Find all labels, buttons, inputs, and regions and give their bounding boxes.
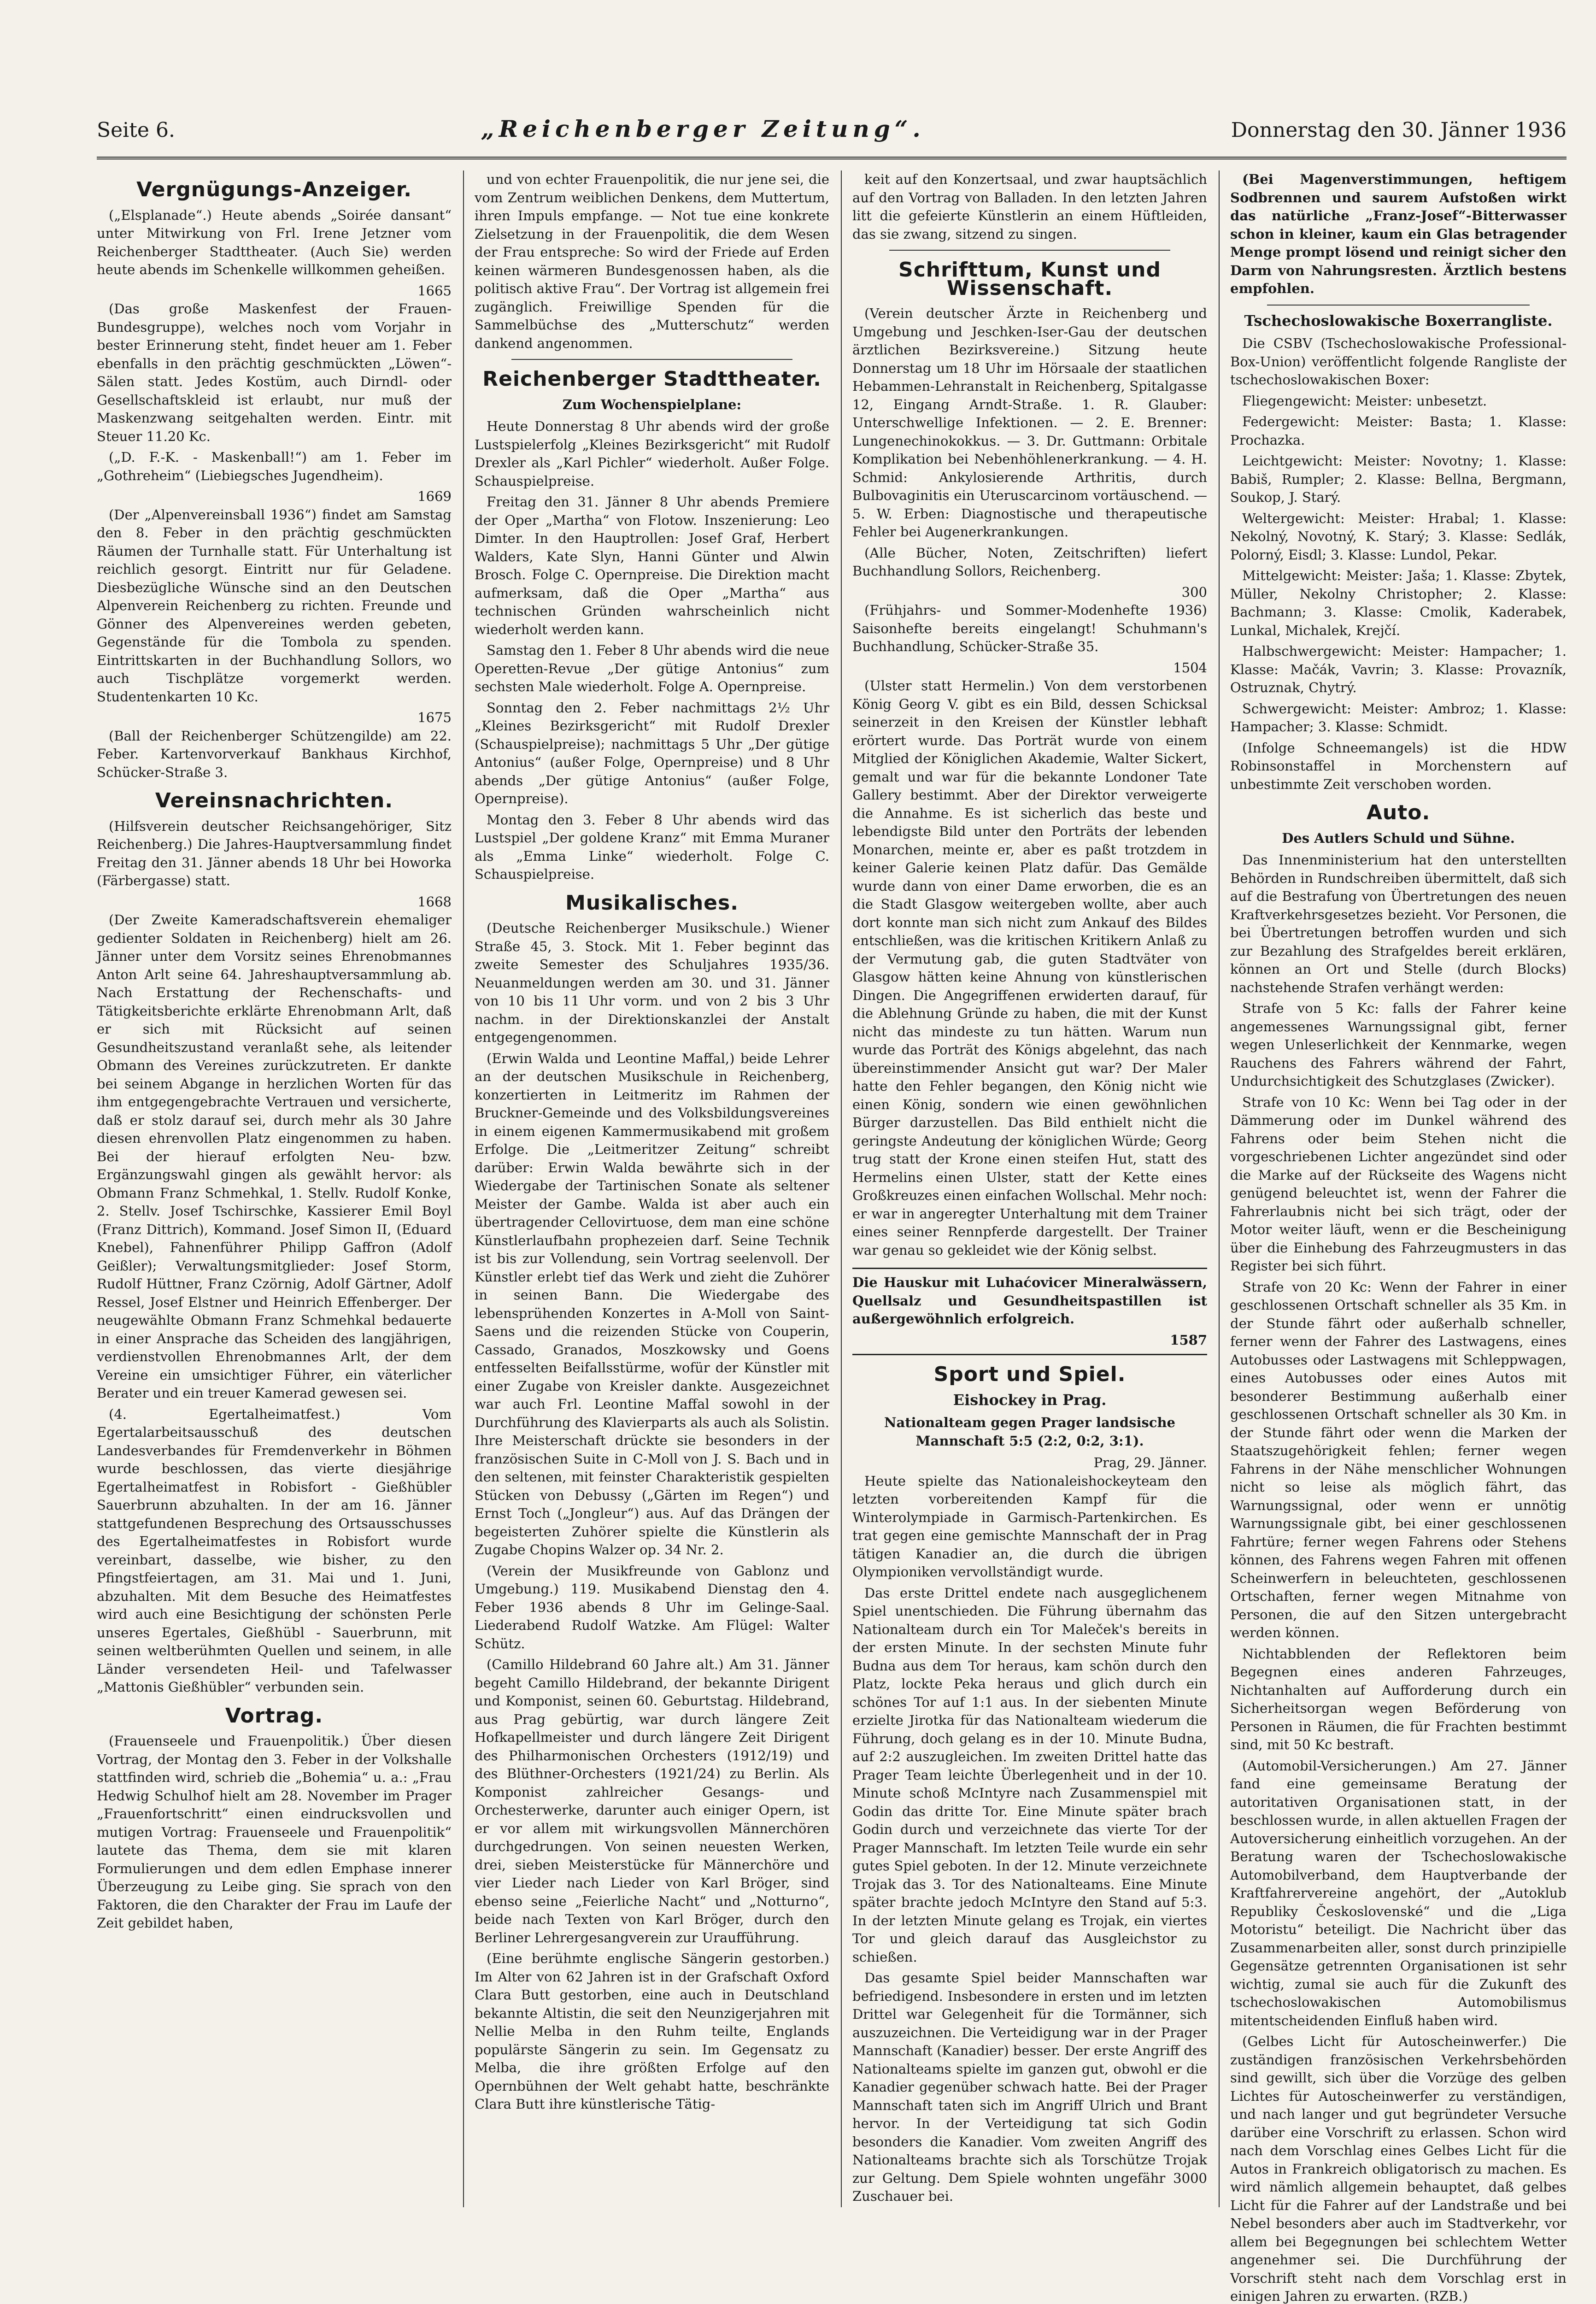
article-paragraph: (Hilfsverein deutscher Reichsangehöriger, Sitz Reichenberg.) Die Jahres-Hauptversammlung findet Freitag den 31. Jänner abends 18 Uhr bei Howorka (Färbergasse) statt. <box>97 818 452 888</box>
section-heading-vortrag: Vortrag. <box>225 1704 323 1728</box>
section-heading-auto: Auto. <box>1366 801 1431 824</box>
column-4 <box>1230 170 1567 2304</box>
article-paragraph: („Elsplanade“.) Heute abends „Soirée dansant“ unter Mitwirkung von Frl. Irene Jetzner vom Reichenberger Stadttheater. (Auch Sie) werden heute abends im Schenkelle willkommen geheißen. <box>97 207 452 277</box>
column-rule <box>463 170 464 2207</box>
article-paragraph: (Automobil-Versicherungen.) Am 27. Jänner fand eine gemeinsame Beratung der autoritativen Organisationen statt, in der beschlossen wurde, in allen aktuellen Fragen der Autoversicherung einheitlich vorzugehen. An der Beratung waren der Tschechoslowakische Automobilverband, dem Hauptverbande der Kraftfahrervereine angehört, der „Autoklub Republiky Československé“ und die „Liga Motoristu“ beteiligt. Die Nachricht über das Zusammenarbeiten aller, sonst durch prinzipielle Gegensätze getrennten Organisationen ist sehr wichtig, zumal sie auch für die Zukunft des tschechoslowakischen Automobilismus mitentscheidenden Einfluß haben wird. <box>1230 1757 1567 2028</box>
section-heading-theater: Reichenberger Stadttheater. <box>482 367 821 391</box>
article-paragraph: (Camillo Hildebrand 60 Jahre alt.) Am 31. Jänner begeht Camillo Hildebrand, der bekannte Dirigent und Komponist, seinen 60. Geburtstag. Hildebrand, aus Prag gebürtig, war durch längere Zeit Hofkapellmeister und durch längere Zeit Dirigent des Philharmonischen Orchesters (1912/19) und des Blüthner-Orchesters (1921/24) zu Berlin. Als Komponist zahlreicher Gesangs- und Orchesterwerke, darunter auch einiger Opern, ist er vor allem mit wirkungsvollen Männerchören durchgedrungen. Von seinen neuesten Werken, drei, sieben Meisterstücke für Männerchöre und vier Lieder nach Lieder von Karl Bröger, sind ebenso seine „Feierliche Nacht“ und „Notturno“, beide nach Texten von Karl Bröger, durch den Berliner Lehrergesangverein zur Uraufführung. <box>475 1657 829 1945</box>
ranking-line: Halbschwergewicht: Meister: Hampacher; 1. Klasse: Mačák, Vavrin; 3. Klasse: Provazník, Ostruznak, Chytrý. <box>1230 643 1567 695</box>
article-paragraph: Nichtabblenden der Reflektoren beim Begegnen eines anderen Fahrzeuges, Nichtanhalten auf Aufforderung durch ein Sicherheitsorgan wegen Beförderung von Personen in Räumen, die für Frachten bestimmt sind, mit 50 Kc bestraft. <box>1230 1646 1567 1752</box>
ad-number: 1669 <box>417 488 452 504</box>
ranking-line: Mittelgewicht: Meister: Jaša; 1. Klasse: Zbytek, Müller, Nekolny Christopher; 2. Klasse: Bachmann; 3. Klasse: Cmolik, Kaderabek, Lunkal, Michalek, Krejčí. <box>1230 568 1567 638</box>
page-header <box>97 115 1567 159</box>
ad-number: 300 <box>1181 584 1207 600</box>
ad-number: 1668 <box>417 893 452 910</box>
article-subtitle: Nationalteam gegen Prager landsische Mannschaft 5:5 (2:2, 0:2, 3:1). <box>884 1415 1175 1449</box>
section-heading-sport: Sport und Spiel. <box>933 1363 1126 1386</box>
article-paragraph: (Verein deutscher Ärzte in Reichenberg und Umgebung und Jeschken-Iser-Gau der deutschen ärztlichen Bezirksvereine.) Sitzung heute Donnerstag um 18 Uhr im Hörsaale der staatlichen Hebammen-Lehranstalt in Reichenberg, Spitalgasse 12, Eingang Arndt-Straße. 1. R. Glauber: Unterschwellige Infektionen. — 2. E. Brenner: Lungenechinokokkus. — 3. Dr. Guttmann: Orbitale Komplikation bei Nebenhöhlenerkrankung. — 4. H. Schmid: Ankylosierende Arthritis, durch Bulbovaginitis ein Uteruscarcinom vortäuschend. — 5. W. Erben: Diagnostische und therapeutische Fehler bei Augenerkrankungen. <box>852 306 1207 540</box>
column-2 <box>475 170 829 2207</box>
page-number: Seite 6. <box>97 118 175 142</box>
article-paragraph: keit auf den Konzertsaal, und zwar hauptsächlich auf den Vortrag von Balladen. In den letzten Jahren litt die gefeierte Künstlerin an einem Hüftleiden, das sie zwang, sitzend zu singen. <box>852 171 1207 242</box>
article-paragraph: („D. F.-K. - Maskenball!“) am 1. Feber im „Gothreheim“ (Liebiegsches Jugendheim). <box>97 449 452 483</box>
article-paragraph: (Das große Maskenfest der Frauen-Bundesgruppe), welches noch vom Vorjahr in bester Erinnerung steht, findet heuer am 1. Feber ebenfalls in den prächtig geschmückten „Löwen“-Sälen statt. Jedes Kostüm, auch Dirndl- oder Gesellschaftskleid ist erlaubt, nur muß der Maskenzwang seitgehalten werden. Eintr. mit Steuer 11.20 Kc. <box>97 301 452 444</box>
separator <box>1267 305 1530 306</box>
ranking-line: Schwergewicht: Meister: Ambroz; 1. Klasse: Hampacher; 3. Klasse: Schmidt. <box>1230 700 1567 735</box>
article-paragraph: Samstag den 1. Feber 8 Uhr abends wird die neue Operetten-Revue „Der gütige Antonius“ zum sechsten Male wiederholt. Folge A. Opernpreise. <box>475 642 829 694</box>
article-paragraph: und von echter Frauenpolitik, die nur jene sei, die vom Zentrum weiblichen Denkens, dem Muttertum, ihren Impuls empfange. — Not tue eine konkrete Zielsetzung in der Frauenpolitik, die dem Wesen der Frau entspreche: So wird der Friede auf Erden keinen wärmeren Bundesgenossen haben, als die politisch aktive Frau“. Der Vortrag ist allgemein frei zugänglich. Freiwillige Spenden für die Sammelbüchse des „Mutterschutz“ werden dankend angenommen. <box>475 171 829 351</box>
article-paragraph: (Erwin Walda und Leontine Maffal,) beide Lehrer an der deutschen Musikschule in Reichenberg, konzertierten in Leitmeritz im Rahmen der Bruckner-Gemeinde und des Volksbildungsvereines in einem eigenen Kammermusikabend mit großem Erfolge. Die „Leitmeritzer Zeitung“ schreibt darüber: Erwin Walda bewährte sich in der Wiedergabe der Tartinischen Sonate als seltener Meister der Gambe. Walda ist aber auch ein übertragender Cellovirtuose, dem man eine schöne Künstlerlaufbahn prophezeien darf. Seine Technik ist bis zur Vollendung, sein Vortrag seelenvoll. Der Künstler erlebt tief das Werk und zieht die Zuhörer in seinen Bann. Die Wiedergabe des lebensprühenden Konzertes in A-Moll von Saint-Saens und die reizenden Stücke von Couperin, Cassado, Granados, Moszkowsky und Goens entfesselten Beifallsstürme, wofür der Künstler mit einer Zugabe von Kreisler dankte. Ausgezeichnet war auch Frl. Leontine Maffal sowohl in der Durchführung des Klavierparts als auch als Solistin. Ihre Meisterschaft drückte sie besonders in der französischen Suite in C-Moll von J. S. Bach und in den seltenen, mit feinster Charakteristik gespielten Stücken von Debussy („Gärten im Regen“) und Ernst Toch („Jongleur“) aus. Auf das Drängen der begeisterten Zuhörer spielte die Künstlerin als Zugabe Chopins Walzer op. 34 Nr. 2. <box>475 1050 829 1558</box>
article-paragraph: Sonntag den 2. Feber nachmittags 2½ Uhr „Kleines Bezirksgericht“ mit Rudolf Drexler (Schauspielpreise); nachmittags 5 Uhr „Der gütige Antonius“ (außer Folge, Opernpreise) und 8 Uhr abends „Der gütige Antonius“ (außer Folge, Opernpreise). <box>475 699 829 806</box>
article-paragraph: Das Innenministerium hat den unterstellten Behörden in Rundschreiben übermittelt, daß sich auf die Bestrafung von Übertretungen des neuen Kraftverkehrsgesetzes bezieht. Vor Personen, die bei Übertretungen betroffen wurden und sich zur Bezahlung des Strafgeldes bereit erklären, können an Ort und Stelle (durch Blocks) nachstehende Strafen verhängt werden: <box>1230 852 1567 995</box>
advert-box <box>852 1268 1207 1355</box>
article-paragraph: Strafe von 10 Kc: Wenn bei Tag oder in der Dämmerung oder im Dunkel während des Fahrens oder beim Stehen nicht die vorgeschriebenen Lichter angezündet sind oder die Marke auf der Rückseite des Wagens nicht genügend beleuchtet ist, wenn der Fahrer die Fahrerlaubnis nicht bei sich trägt, oder der Motor weiter läuft, wenn er die Bescheinigung über die Einhebung des Fahrzeugmusters in das Register bei sich führt. <box>1230 1094 1567 1274</box>
article-paragraph: Strafe von 5 Kc: falls der Fahrer keine angemessenes Warnungssignal gibt, ferner wegen Unleserlichkeit der Kennmarke, wegen Rauchens des Fahrers während der Fahrt, Undurchsichtigkeit des Schutzglases (Zwicker). <box>1230 1000 1567 1089</box>
ranking-line: Federgewicht: Meister: Basta; 1. Klasse: Prochazka. <box>1230 414 1567 448</box>
article-paragraph: (Ball der Reichenberger Schützengilde) am 22. Feber. Kartenvorverkauf Bankhaus Kirchhof, Schücker-Straße 3. <box>97 728 452 780</box>
dateline: Prag, 29. Jänner. <box>1093 1455 1207 1470</box>
article-paragraph: (Bei Magenverstimmungen, heftigem Sodbrennen und saurem Aufstoßen wirkt das natürliche „Franz-Josef“-Bitterwasser schon in kleiner, kaum ein Glas betragender Menge prompt lösend und reinigt sicher den Darm von Nahrungsresten. Ärztlich bestens empfohlen. <box>1230 171 1567 296</box>
article-paragraph: (Gelbes Licht für Autoscheinwerfer.) Die zuständigen französischen Verkehrsbehörden sind gewillt, sich über die Vorzüge des gelben Lichtes für Autoscheinwerfer zu verständigen, und nach langer und gut begründeter Versuche darüber eine Vorschrift zu erlassen. Schon wird nach dem Vorschlag eines Gelbes Licht für die Autos in Frankreich obligatorisch zu machen. Es wird nämlich allgemein behauptet, daß gelbes Licht für die Fahrer auf der Landstraße und bei Nebel besonders aber auch im Stadtverkehr, vor allem bei Begegnungen bei schlechtem Wetter angenehmer sei. Die Durchführung der Vorschrift steht nach dem Vorschlag erst in einigen Jahren zu erwarten. (RZB.) <box>1230 2034 1567 2304</box>
separator <box>889 250 1170 251</box>
column-1 <box>97 170 452 2207</box>
newspaper-page <box>97 115 1567 2304</box>
article-paragraph: (Der „Alpenvereinsball 1936“) findet am Samstag den 8. Feber in den prächtig geschmückten Räumen der Turnhalle statt. Für Unterhaltung ist reichlich gesorgt. Eintritt nur für Geladene. Diesbezügliche Wünsche sind an den Deutschen Alpenverein Reichenberg zu richten. Freunde und Gönner des Alpenvereines werden gebeten, Gegenstände für die Tombola zu spenden. Eintrittskarten in der Buchhandlung Sollors, wo auch Tischplätze vorgemerkt werden. Studentenkarten 10 Kc. <box>97 506 452 705</box>
article-paragraph: Freitag den 31. Jänner 8 Uhr abends Premiere der Oper „Martha“ von Flotow. Inszenierung: Leo Dimter. In den Hauptrollen: Josef Graf, Herbert Walders, Kate Slyn, Hanni Günter und Alwin Brosch. Folge C. Opernpreise. Die Direktion macht aufmerksam, daß die Oper „Martha“ aus technischen Gründen wahrscheinlich nicht wiederholt werden kann. <box>475 494 829 637</box>
article-paragraph: Montag den 3. Feber 8 Uhr abends wird das Lustspiel „Der goldene Kranz“ mit Emma Muraner als „Emma Linke“ wiederholt. Folge C. Schauspielpreise. <box>475 811 829 882</box>
section-heading-musik: Musikalisches. <box>565 891 739 915</box>
section-heading-vergnuegen: Vergnügungs-Anzeiger. <box>136 178 412 201</box>
article-paragraph: (Verein der Musikfreunde von Gablonz und Umgebung.) 119. Musikabend Dienstag den 4. Feber 1936 abends 8 Uhr im Gelinge-Saal. Liederabend Rudolf Watzke. Am Flügel: Walter Schütz. <box>475 1563 829 1652</box>
ranking-line: Fliegengewicht: Meister: unbesetzt. <box>1242 393 1487 409</box>
masthead-title: „Reichenberger Zeitung“. <box>481 115 925 142</box>
article-paragraph: (Deutsche Reichenberger Musikschule.) Wiener Straße 45, 3. Stock. Mit 1. Feber beginnt das zweite Semester des Schuljahres 1935/36. Neuanmeldungen werden am 30. und 31. Jänner von 10 bis 11 Uhr vorm. und von 2 bis 3 Uhr nachm. in der Direktionskanzlei der Anstalt entgegengenommen. <box>475 920 829 1045</box>
article-paragraph: (Alle Bücher, Noten, Zeitschriften) liefert Buchhandlung Sollors, Reichenberg. <box>852 545 1207 579</box>
issue-date: Donnerstag den 30. Jänner 1936 <box>1231 118 1567 142</box>
section-heading-schrifttum: Schrifttum, Kunst und Wissenschaft. <box>898 258 1161 300</box>
advert-text: Die Hauskur mit Luhaćovicer Mineralwässern, Quellsalz und Gesundheitspastillen ist außergewöhnlich erfolgreich. <box>852 1275 1207 1327</box>
section-heading-boxer: Tschechoslowakische Boxerrangliste. <box>1244 312 1553 329</box>
article-paragraph: Heute spielte das Nationaleishockeyteam den letzten vorbereitenden Kampf für die Winterolympiade in Garmisch-Partenkirchen. Es trat gegen eine gemischte Mannschaft der in Prag tätigen Kanadier an, die durch die übrigen Olympioniken vervollständigt wurde. <box>852 1473 1207 1580</box>
article-paragraph: (Der Zweite Kameradschaftsverein ehemaliger gedienter Soldaten in Reichenberg) hielt am 26. Jänner unter dem Vorsitz seines Ehrenobmannes Anton Arlt seine 64. Jahreshauptversammlung ab. Nach Erstattung der Rechenschafts- und Tätigkeitsberichte erklärte Ehrenobmann Arlt, daß er sich mit Rücksicht auf seinen Gesundheitszustand veranlaßt sehe, als leitender Obmann des Vereines zurückzutreten. Er dankte bei seinem Abgange in herzlichen Worten für das ihm entgegengebrachte Vertrauen und versicherte, daß er stolz darauf sei, durch mehr als 30 Jahre diesen ehrenvollen Platz eingenommen zu haben. Bei der hierauf erfolgten Neu- bzw. Ergänzungswahl gingen als gewählt hervor: als Obmann Franz Schmehkal, 1. Stellv. Rudolf Konke, 2. Stellv. Josef Tschirschke, Kassierer Emil Boyl (Franz Dittrich), Kommand. Josef Simon II, (Eduard Knebel), Fahnenführer Philipp Gaffron (Adolf Geißler); Verwaltungsmitglieder: Josef Storm, Rudolf Hüttner, Franz Czörnig, Adolf Gärtner, Adolf Ressel, Josef Elstner und Heinrich Effenberger. Der neugewählte Obmann Franz Schmehkal bedauerte in einer Ansprache das Scheiden des langjährigen, verdienstvollen Ehrenobmannes Arlt, der dem Vereine ein umsichtiger Führer, ein väterlicher Berater und ein treuer Kamerad gewesen sei. <box>97 912 452 1401</box>
article-paragraph: (Infolge Schneemangels) ist die HDW Robinsonstaffel in Morchenstern auf unbestimmte Zeit verschoben worden. <box>1230 740 1567 792</box>
ad-number: 1587 <box>1170 1332 1207 1348</box>
article-paragraph: Das erste Drittel endete nach ausgeglichenem Spiel unentschieden. Die Führung übernahm das Nationalteam durch ein Tor Maleček's bereits in der ersten Minute. In der sechsten Minute fuhr Budna aus dem Tor heraus, kam schön durch den Platz, lockte Peka heraus und glich durch ein schönes Tor auf 1:1 aus. In der siebenten Minute erzielte Jirotka für das Nationalteam wiederum die Führung, doch gelang es in der 10. Minute Budna, auf 2:2 auszugleichen. Im zweiten Drittel hatte das Prager Team leichte Überlegenheit und in der 10. Minute schoß McIntyre nach Zusammenspiel mit Godin das dritte Tor. Eine Minute später brach Godin durch und verzeichnete das vierte Tor der Prager Mannschaft. Im letzten Teile wurde ein sehr gutes Spiel geboten. In der 12. Minute verzeichnete Trojak das 3. Tor des Nationalteams. Eine Minute später brachte jedoch McIntyre den Stand auf 5:3. In der letzten Minute gelang es Trojak, ein viertes Tor und gleich darauf das Ausgleichstor zu schießen. <box>852 1585 1207 1965</box>
article-paragraph: Strafe von 20 Kc: Wenn der Fahrer in einer geschlossenen Ortschaft schneller als 35 Km. in der Stunde fährt oder außerhalb schneller, ferner wenn der Fahrer des Lastwagens, eines Autobusses oder Lastwagens mit Schleppwagen, eines Autobusses oder eines Autos mit besonderer Bestimmung außerhalb einer geschlossenen Ortschaft schneller als 30 Km. in der Stunde fährt oder wenn die Marken der Staatszugehörigkeit fehlen; ferner wegen Fahrens in der Nähe menschlicher Wohnungen nicht so leise als möglich fährt, das Warnungssignal, oder wenn er unnötig Warnungssignale gibt, bei einer geschlossenen Fahrtüre; ferner wegen Fahrens oder Stehens können, des Fahrens wegen Fahren mit offenen Scheinwerfern in beleuchteten, geschlossenen Ortschaften, ferner wegen Mitnahme von Personen, die auf den Sitzen untergebracht werden können. <box>1230 1279 1567 1640</box>
article-paragraph: Das gesamte Spiel beider Mannschaften war befriedigend. Insbesondere in ersten und im letzten Drittel war Gelegenheit für die Tormänner, sich auszuzeichnen. Die Verteidigung war in der Prager Mannschaft (Kanadier) besser. Der erste Angriff des Nationalteams spielte im ganzen gut, obwohl er die Kanadier gegenüber schwach hatte. Bei der Prager Mannschaft taten sich im Angriff Ulrich und Brant hervor. In der Verteidigung tat sich Godin besonders die Kanadier. Vom zweiten Angriff des Nationalteams brachte sich als Torschütze Trojak zur Geltung. Dem Spiele wohnten ungefähr 3000 Zuschauer bei. <box>852 1970 1207 2204</box>
article-paragraph: (Frauenseele und Frauenpolitik.) Über diesen Vortrag, der Montag den 3. Feber in der Volkshalle stattfinden wird, schrieb die „Bohemia“ u. a.: „Frau Hedwig Schulhof hielt am 28. November im Prager „Frauenfortschritt“ einen eindrucksvollen und mutigen Vortrag: Frauenseele und Frauenpolitik“ lautete das Thema, dem sie mit klaren Formulierungen und dem edlen Emphase innerer Überzeugung zu Leibe ging. Sie sprach von den Faktoren, die den Charakter der Frau im Laufe der Zeit gebildet haben, <box>97 1733 452 1931</box>
column-3 <box>852 170 1207 2207</box>
article-title-eishockey: Eishockey in Prag. <box>953 1391 1107 1409</box>
article-paragraph: Die CSBV (Tschechoslowakische Professional-Box-Union) veröffentlicht folgende Rangliste der tschechoslowakischen Boxer: <box>1230 335 1567 388</box>
ranking-line: Weltergewicht: Meister: Hrabal; 1. Klasse: Nekolný, Novotný, K. Starý; 3. Klasse: Sedlák, Polorný, Eisdl; 3. Klasse: Lundol, Pekar. <box>1230 510 1567 563</box>
article-paragraph: (4. Egertalheimatfest.) Vom Egertalarbeitsausschuß des deutschen Landesverbandes für Fremdenverkehr in Böhmen wurde beschlossen, das vierte diesjährige Egertalheimatfest in Robisfort - Gießhübler Sauerbrunn abzuhalten. In der am 16. Jänner stattgefundenen Besprechung des Ortsausschusses des Egertalheimatfestes in Robisfort wurde vereinbart, dasselbe, wie bisher, zu den Pfingstfeiertagen, am 31. Mai und 1. Juni, abzuhalten. Mit dem Besuche des Heimatfestes wird auch eine Besichtigung der schönsten Perle unseres Egertales, Gießhübl - Sauerbrunn, mit seinen weltberühmten Quellen und seinem, in alle Länder versendeten Heil- und Tafelwasser „Mattonis Gießhübler“ verbunden sein. <box>97 1406 452 1695</box>
article-subtitle: Des Autlers Schuld und Sühne. <box>1282 830 1515 846</box>
article-paragraph: (Frühjahrs- und Sommer-Modenhefte 1936) Saisonhefte bereits eingelangt! Schuhmann's Buchhandlung, Schücker-Straße 35. <box>852 602 1207 654</box>
ranking-line: Leichtgewicht: Meister: Novotny; 1. Klasse: Babiš, Rumpler; 2. Klasse: Bellna, Bergmann, Soukop, J. Starý. <box>1230 453 1567 505</box>
column-rule <box>1219 170 1220 2207</box>
column-rule <box>841 170 842 2207</box>
separator <box>511 359 792 360</box>
subheading: Zum Wochenspielplane: <box>562 396 742 412</box>
ad-number: 1665 <box>417 282 452 299</box>
article-paragraph: (Eine berühmte englische Sängerin gestorben.) Im Alter von 62 Jahren ist in der Grafschaft Oxford Clara Butt gestorben, eine auch in Deutschland bekannte Altistin, die seit den Neunzigerjahren mit Nellie Melba in den Ruhm teilte, Englands populärste Sängerin zu sein. Im Gegensatz zu Melba, die ihre größten Erfolge auf den Opernbühnen der Welt gehabt hatte, beschränkte Clara Butt ihre künstlerische Tätig- <box>475 1951 829 2112</box>
article-paragraph: (Ulster statt Hermelin.) Von dem verstorbenen König Georg V. gibt es ein Bild, dessen Schicksal seinerzeit in den Kreisen der Künstler lebhaft erörtert wurde. Das Porträt wurde von einem Mitglied der Königlichen Akademie, Walter Sickert, gemalt und war für die bekannte Londoner Tate Gallery bestimmt. Aber der Direktor verweigerte die Annahme. Es ist sicherlich das beste und lebendigste Bild unter den Porträts der lebenden Monarchen, meinte er, aber es paßt trotzdem in keiner Galerie keinen Platz dafür. Das Gemälde wurde dann von einer Dame erworben, die es an die Stadt Glasgow weitergeben wollte, aber auch dort konnte man sich nicht zum Ankauf des Bildes entschließen, was die kritischen Kritikern Anlaß zu der Vermutung gab, die guten Stadtväter von Glasgow hätten keine Ahnung von künstlerischen Dingen. Die Angegriffenen erwiderten darauf, für die Ablehnung Gründe zu haben, die mit der Kunst nicht das mindeste zu tun hätten. Warum nun wurde das Porträt des Königs abgelehnt, das nach übereinstimmender Ansicht gut war? Der Maler hatte den Fehler begangen, den König nicht wie einen König, sondern wie einen gewöhnlichen Bürger darzustellen. Das Bild enthielt nicht die geringste Andeutung der königlichen Würde; Georg trug statt der Krone einen steifen Hut, statt des Hermelins einen Ulster, statt der Kette eines Großkreuzes einen einfachen Wollschal. Mehr noch: er war in angeregter Unterhaltung mit dem Trainer eines seiner Rennpferde dargestellt. Der Trainer war genau so gekleidet wie der König selbst. <box>852 678 1207 1258</box>
ad-number: 1504 <box>1173 659 1207 676</box>
section-heading-verein: Vereinsnachrichten. <box>155 789 393 812</box>
article-paragraph: Heute Donnerstag 8 Uhr abends wird der große Lustspielerfolg „Kleines Bezirksgericht“ mit Rudolf Drexler als „Karl Pichler“ wiederholt. Außer Folge. Schauspielpreise. <box>475 418 829 489</box>
ad-number: 1675 <box>417 710 452 725</box>
